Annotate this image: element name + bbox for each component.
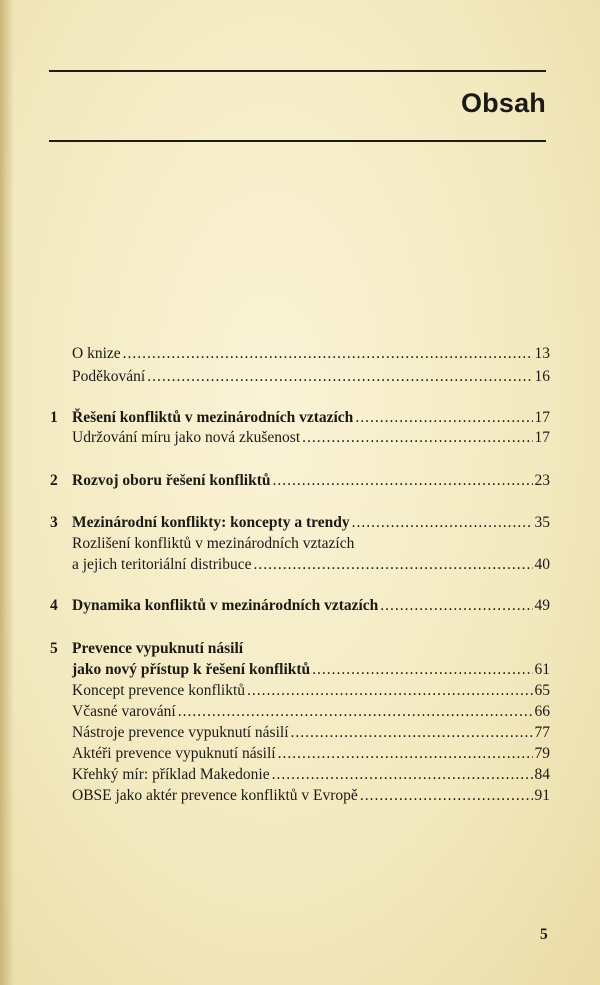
toc-entry-page: 49: [534, 597, 550, 614]
toc-entry-page: 40: [534, 556, 550, 573]
toc-entry-title: O knize: [72, 345, 121, 362]
chapter-number: 1: [50, 409, 58, 426]
leader-dots: [291, 723, 533, 743]
toc-entry-title: Dynamika konfliktů v mezinárodních vztazích: [72, 597, 379, 614]
toc-entry-page: 79: [534, 745, 550, 762]
toc-entry-title: Řešení konfliktů v mezinárodních vztazích: [72, 409, 354, 426]
toc-entry-chapter-2[interactable]: [72, 471, 550, 491]
toc-entry-title-line1: Prevence vypuknutí násilí: [72, 640, 244, 657]
leader-dots: [352, 513, 533, 533]
toc-entry-page: 35: [534, 514, 550, 531]
toc-entry-front-2[interactable]: [72, 367, 550, 387]
toc-entry-sub[interactable]: [72, 786, 550, 806]
chapter-number: 3: [50, 514, 58, 531]
toc-entry-page: 23: [534, 472, 550, 489]
toc-entry-title: Nástroje prevence vypuknutí násilí: [72, 724, 289, 741]
bottom-rule: [49, 140, 546, 142]
toc-entry-title: Rozvoj oboru řešení konfliktů: [72, 472, 271, 489]
toc-entry-title: Udržování míru jako nová zkušenost: [72, 429, 301, 446]
toc-entry-sub[interactable]: [72, 744, 550, 764]
toc-entry-chapter-3[interactable]: [72, 513, 550, 533]
toc-entry-front-1[interactable]: [72, 344, 550, 364]
leader-dots: [360, 786, 533, 806]
toc-entry-title: Aktéři prevence vypuknutí násilí: [72, 745, 276, 762]
toc-entry-sub[interactable]: [72, 555, 550, 575]
toc-entry-page: 77: [534, 724, 550, 741]
toc-entry-page: 66: [534, 703, 550, 720]
leader-dots: [278, 744, 533, 764]
page-title: Obsah: [460, 88, 546, 118]
toc-entry-sub[interactable]: [72, 702, 550, 722]
leader-dots: [380, 596, 532, 616]
leader-dots: [178, 702, 533, 722]
toc-entry-title: Koncept prevence konfliktů: [72, 682, 246, 699]
toc-entry-page: 13: [534, 345, 550, 362]
chapter-number: 5: [50, 640, 58, 657]
page-number: 5: [540, 926, 548, 943]
toc-entry-sub[interactable]: [72, 428, 550, 448]
toc-entry-title: Mezinárodní konflikty: koncepty a trendy: [72, 514, 350, 531]
toc-entry-page: 65: [534, 682, 550, 699]
toc-entry-page: 16: [534, 368, 550, 385]
leader-dots: [123, 344, 533, 364]
toc-entry-sub[interactable]: [72, 681, 550, 701]
toc-entry-page: 61: [534, 661, 550, 678]
leader-dots: [272, 765, 533, 785]
leader-dots: [273, 471, 533, 491]
toc-entry-title: Poděkování: [72, 368, 146, 385]
leader-dots: [312, 660, 532, 680]
toc-entry-sub[interactable]: [72, 723, 550, 743]
leader-dots: [302, 428, 532, 448]
toc-entry-chapter-4[interactable]: [72, 596, 550, 616]
toc-entry-page: 84: [534, 766, 550, 783]
leader-dots: [253, 555, 532, 575]
leader-dots: [147, 367, 532, 387]
top-rule: [49, 70, 546, 72]
toc-entry-page: 17: [534, 409, 550, 426]
toc-entry-sub[interactable]: [72, 765, 550, 785]
leader-dots: [247, 681, 532, 701]
toc-entry-chapter-1[interactable]: [72, 408, 550, 428]
chapter-number: 2: [50, 472, 58, 489]
chapter-number: 4: [50, 597, 58, 614]
toc-entry-chapter-5[interactable]: [72, 660, 550, 680]
toc-entry-title: OBSE jako aktér prevence konfliktů v Evropě: [72, 787, 358, 804]
page-spine-shadow: [0, 0, 14, 985]
leader-dots: [355, 408, 532, 428]
toc-entry-page: 17: [534, 429, 550, 446]
toc-entry-title: a jejich teritoriální distribuce: [72, 556, 252, 573]
toc-entry-title: Křehký mír: příklad Makedonie: [72, 766, 270, 783]
toc-entry-title: Včasné varování: [72, 703, 176, 720]
toc-entry-title-line1: Rozlišení konfliktů v mezinárodních vztazích: [72, 535, 355, 552]
toc-entry-title: jako nový přístup k řešení konfliktů: [72, 661, 311, 678]
toc-entry-page: 91: [534, 787, 550, 804]
